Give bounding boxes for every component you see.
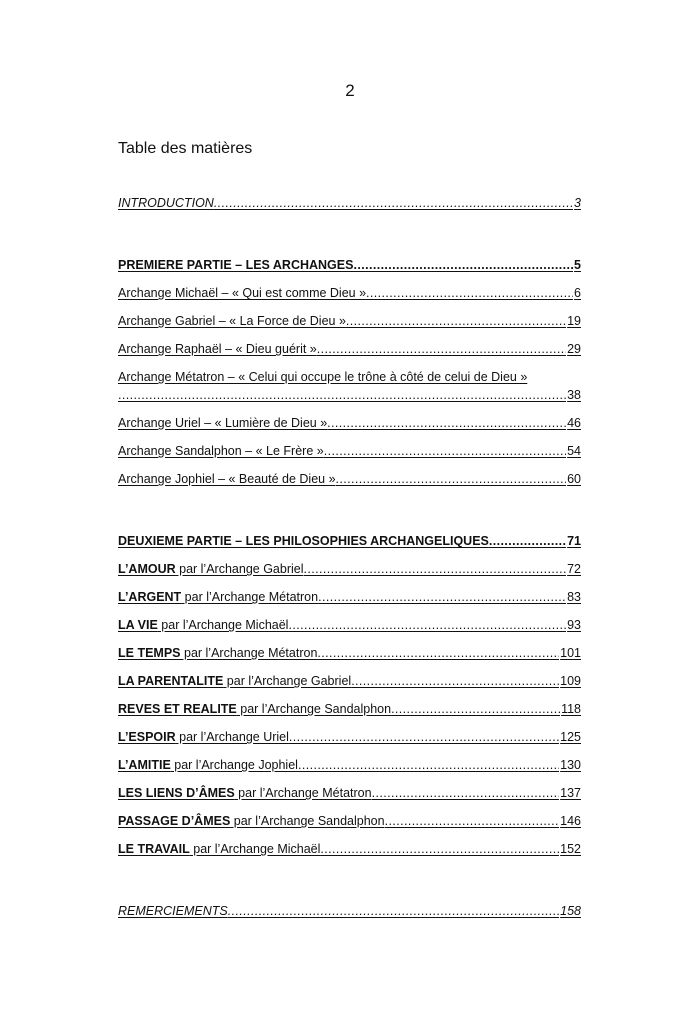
toc-entry-gabriel[interactable] bbox=[118, 312, 581, 330]
toc-leader bbox=[298, 756, 559, 774]
toc-leader bbox=[317, 644, 559, 662]
toc-leader bbox=[372, 784, 560, 802]
toc-leader bbox=[366, 284, 573, 302]
toc-entry-label: L’AMITIE par l’Archange Jophiel bbox=[118, 758, 298, 772]
toc-entry-uriel[interactable] bbox=[118, 414, 581, 432]
toc-entry-label: Archange Uriel – « Lumière de Dieu » bbox=[118, 416, 328, 430]
toc-leader bbox=[289, 728, 559, 746]
toc-leader bbox=[304, 560, 567, 578]
toc-entry-sandalphon[interactable] bbox=[118, 442, 581, 460]
toc-entry-page: 19 bbox=[567, 314, 581, 328]
toc-leader bbox=[353, 256, 573, 274]
toc-entry-argent[interactable] bbox=[118, 588, 581, 606]
toc-entry-label: REMERCIEMENTS bbox=[118, 904, 228, 918]
toc-leader bbox=[214, 194, 573, 212]
toc-entry-page: 72 bbox=[567, 562, 581, 576]
toc-leader bbox=[228, 902, 559, 920]
toc-leader bbox=[324, 442, 566, 460]
toc-entry-parentalite[interactable] bbox=[118, 672, 581, 690]
toc-heading-part2[interactable] bbox=[118, 532, 581, 550]
toc-entry-amitie[interactable] bbox=[118, 756, 581, 774]
toc-entry-page: 71 bbox=[567, 534, 581, 548]
toc-entry-label: LA VIE par l’Archange Michaël bbox=[118, 618, 289, 632]
toc-entry-label: Archange Gabriel – « La Force de Dieu » bbox=[118, 314, 346, 328]
toc-entry-page: 60 bbox=[567, 472, 581, 486]
toc-entry-temps[interactable] bbox=[118, 644, 581, 662]
toc-entry-label: L’ARGENT par l’Archange Métatron bbox=[118, 590, 319, 604]
toc-entry-page: 158 bbox=[560, 904, 581, 918]
toc-entry-liens-ames[interactable] bbox=[118, 784, 581, 802]
toc-leader bbox=[320, 840, 559, 858]
toc-entry-label: INTRODUCTION bbox=[118, 196, 214, 210]
toc-entry-metatron[interactable] bbox=[118, 386, 581, 404]
toc-entry-page: 137 bbox=[560, 786, 581, 800]
toc-entry-page: 46 bbox=[567, 416, 581, 430]
toc-entry-label: L’AMOUR par l’Archange Gabriel bbox=[118, 562, 304, 576]
toc-leader bbox=[336, 470, 567, 488]
toc-leader bbox=[327, 414, 566, 432]
toc-entry-travail[interactable] bbox=[118, 840, 581, 858]
toc-leader bbox=[351, 672, 559, 690]
toc-leader bbox=[288, 616, 566, 634]
toc-entry-page: 130 bbox=[560, 758, 581, 772]
toc-entry-page: 146 bbox=[560, 814, 581, 828]
toc-entry-metatron-label[interactable]: Archange Métatron – « Celui qui occupe le trône à côté de celui de Dieu » bbox=[118, 370, 528, 384]
toc-entry-label: LE TRAVAIL par l’Archange Michaël bbox=[118, 842, 321, 856]
toc-entry-label: Archange Raphaël – « Dieu guérit » bbox=[118, 342, 317, 356]
toc-entry-label: LES LIENS D’ÂMES par l’Archange Métatron bbox=[118, 786, 372, 800]
toc-leader bbox=[317, 340, 566, 358]
toc-entry-espoir[interactable] bbox=[118, 728, 581, 746]
toc-entry-page: 54 bbox=[567, 444, 581, 458]
toc-entry-label: LE TEMPS par l’Archange Métatron bbox=[118, 646, 318, 660]
toc-entry-label: Archange Jophiel – « Beauté de Dieu » bbox=[118, 472, 336, 486]
toc-entry-introduction[interactable] bbox=[118, 194, 581, 212]
toc-entry-page: 38 bbox=[567, 388, 581, 402]
toc-entry-amour[interactable] bbox=[118, 560, 581, 578]
toc-heading-part1[interactable] bbox=[118, 256, 581, 274]
toc-entry-label: L’ESPOIR par l’Archange Uriel bbox=[118, 730, 289, 744]
toc-entry-page: 118 bbox=[561, 702, 581, 716]
toc-leader bbox=[489, 532, 566, 550]
toc-leader bbox=[346, 312, 566, 330]
toc-entry-page: 5 bbox=[574, 258, 581, 272]
toc-entry-remerciements[interactable] bbox=[118, 902, 581, 920]
toc-entry-label: LA PARENTALITE par l’Archange Gabriel bbox=[118, 674, 352, 688]
toc-leader bbox=[318, 588, 566, 606]
toc-entry-vie[interactable] bbox=[118, 616, 581, 634]
toc-entry-label: DEUXIEME PARTIE – LES PHILOSOPHIES ARCHANGELIQUES bbox=[118, 534, 489, 548]
toc-entry-raphael[interactable] bbox=[118, 340, 581, 358]
toc-leader bbox=[391, 700, 560, 718]
toc-entry-page: 83 bbox=[567, 590, 581, 604]
toc-entry-page: 101 bbox=[560, 646, 581, 660]
toc-entry-page: 109 bbox=[560, 674, 581, 688]
toc-entry-label: Archange Michaël – « Qui est comme Dieu » bbox=[118, 286, 367, 300]
toc-entry-label: REVES ET REALITE par l’Archange Sandalphon bbox=[118, 702, 392, 716]
toc-entry-page: 6 bbox=[574, 286, 581, 300]
page-number: 2 bbox=[345, 81, 355, 100]
toc-entry-label: PREMIERE PARTIE – LES ARCHANGES bbox=[118, 258, 354, 272]
toc-entry-page: 93 bbox=[567, 618, 581, 632]
toc-entry-page: 3 bbox=[574, 196, 581, 210]
toc-entry-page: 152 bbox=[560, 842, 581, 856]
toc-entry-page: 29 bbox=[567, 342, 581, 356]
toc-entry-reves[interactable] bbox=[118, 700, 581, 718]
toc-entry-label: Archange Sandalphon – « Le Frère » bbox=[118, 444, 324, 458]
toc-entry-label: PASSAGE D’ÂMES par l’Archange Sandalphon bbox=[118, 814, 385, 828]
toc-entry-passage-ames[interactable] bbox=[118, 812, 581, 830]
toc-entry-page: 125 bbox=[560, 730, 581, 744]
toc-entry-michael[interactable] bbox=[118, 284, 581, 302]
toc-title: Table des matières bbox=[118, 140, 253, 157]
toc-entry-jophiel[interactable] bbox=[118, 470, 581, 488]
toc-leader bbox=[118, 386, 566, 404]
toc-leader bbox=[385, 812, 560, 830]
